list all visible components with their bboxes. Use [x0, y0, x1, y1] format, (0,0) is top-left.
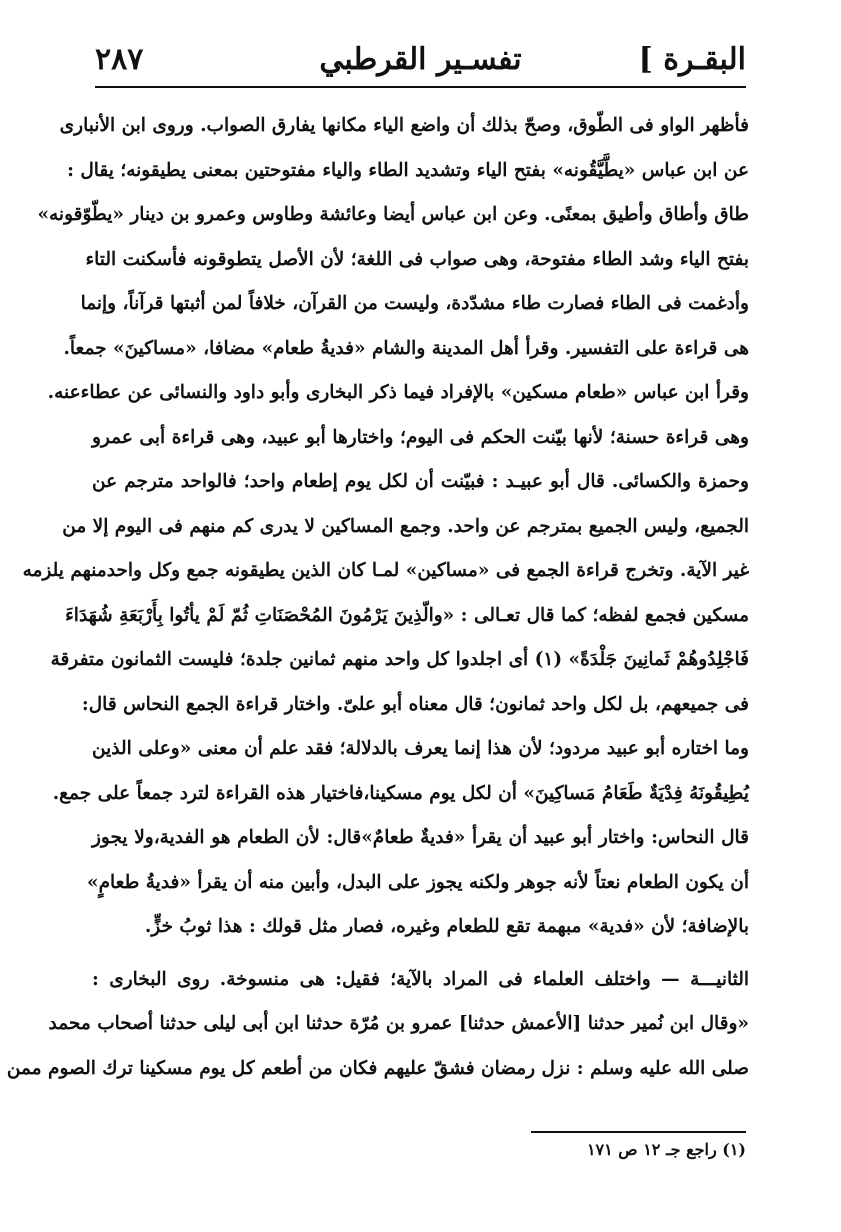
- text-line: الجميع، وليس الجميع بمترجم عن واحد. وجمع المساكين لا يدرى كم منهم فى اليوم إلا من: [62, 515, 749, 537]
- text-line: غير الآية. وتخرج قراءة الجمع فى «مساكين» لمـا كان الذين يطيقونه جمع وكل واحدمنهم يلزمه: [22, 560, 749, 581]
- text-line: هى قراءة على التفسير. وقرأ أهل المدينة والشام «فديةُ طعام» مضافا، «مساكينَ» جمعاً.: [63, 337, 749, 359]
- footnote: (١) راجع جـ ١٢ ص ١٧١: [586, 1140, 746, 1159]
- text-line: وهى قراءة حسنة؛ لأنها بيّنت الحكم فى اليوم؛ واختارها أبو عبيد، وهى قراءة أبى عمرو: [92, 426, 749, 448]
- book-title: تفسـير القرطبي: [319, 42, 522, 77]
- running-title: البقـرة ]: [638, 42, 746, 77]
- text-line: عن ابن عباس «يطَّيَّقُونه» بفتح الياء وتشديد الطاء والياء مفتوحتين بمعنى يطيقونه؛ يقال :: [67, 159, 749, 181]
- body-text: [6, 104, 749, 1091]
- footnote-rule: [531, 1131, 746, 1133]
- text-line: بالإضافة؛ لأن «فدية» مبهمة تقع للطعام وغيره، فصار مثل قولك : هذا ثوبُ خزٍّ.: [144, 916, 749, 937]
- header-rule: [95, 86, 746, 88]
- text-line: «وقال ابن نُمير حدثنا [الأعمش حدثنا] عمرو بن مُرّة حدثنا ابن أبى ليلى حدثنا أصحاب محمد: [48, 1013, 749, 1034]
- page-header: [95, 38, 746, 90]
- text-line: أن يكون الطعام نعتاً لأنه جوهر ولكنه يجوز على البدل، وأبين منه أن يقرأ «فديةُ طعامٍ»: [87, 871, 749, 893]
- text-line: قال النحاس: واختار أبو عبيد أن يقرأ «فديةٌ طعامٌ»قال: لأن الطعام هو الفدية،ولا يجوز: [92, 827, 749, 848]
- text-line: بفتح الياء وشد الطاء مفتوحة، وهى صواب فى اللغة؛ لأن الأصل يتطوقونه فأسكنت التاء: [85, 248, 749, 270]
- text-line: فَاجْلِدُوهُمْ ثَمانِينَ جَلْدَةً» (١) أى اجلدوا كل واحد منهم ثمانين جلدة؛ فليست الثمانون متفرقة: [50, 649, 749, 670]
- text-line: فى جميعهم، بل لكل واحد ثمانون؛ قال معناه أبو علىّ. واختار قراءة الجمع النحاس قال:: [81, 693, 749, 715]
- text-line: مسكين فجمع لفظه؛ كما قال تعـالى : «والّذِينَ يَرْمُونَ المُحْصَنَاتِ ثُمّ لَمْ يأتُوا بِأَرْبَعَةِ شُهَدَاءَ: [65, 604, 749, 626]
- text-line: طاق وأطاق وأطيق بمعنًى. وعن ابن عباس أيضا وعائشة وطاوس وعمرو بن دينار «يطّوّقونه»: [37, 204, 749, 225]
- text-line: صلى الله عليه وسلم : نزل رمضان فشقّ عليهم فكان من أطعم كل يوم مسكينا ترك الصوم ممن: [6, 1057, 749, 1079]
- text-line: وحمزة والكسائى. قال أبو عبيـد : فبيّنت أن لكل يوم إطعام واحد؛ فالواحد مترجم عن: [92, 471, 749, 492]
- page-number: ٢٨٧: [95, 42, 144, 77]
- text-line: وما اختاره أبو عبيد مردود؛ لأن هذا إنما يعرف بالدلالة؛ فقد علم أن معنى «وعلى الذين: [92, 738, 749, 759]
- text-line: وقرأ ابن عباس «طعام مسكين» بالإفراد فيما ذكر البخارى وأبو داود والنسائى عن عطاءعنه.: [47, 382, 749, 403]
- text-line: فأظهر الواو فى الطّوق، وصحّ بذلك أن واضع الياء مكانها يفارق الصواب. وروى ابن الأنبارى: [59, 115, 749, 136]
- text-line: وأدغمت فى الطاء فصارت طاء مشدّدة، وليست من القرآن، خلافاً لمن أثبتها قرآناً، وإنما: [80, 293, 749, 314]
- text-line: يُطِيقُونَهُ فِدْيَةٌ طَعَامُ مَساكِينَ» أن لكل يوم مسكينا،فاختيار هذه القراءة لترد جمعاً على جمع.: [52, 782, 749, 804]
- text-line: الثانيـــة — واختلف العلماء فى المراد بالآية؛ فقيل: هى منسوخة. روى البخارى :: [92, 968, 749, 990]
